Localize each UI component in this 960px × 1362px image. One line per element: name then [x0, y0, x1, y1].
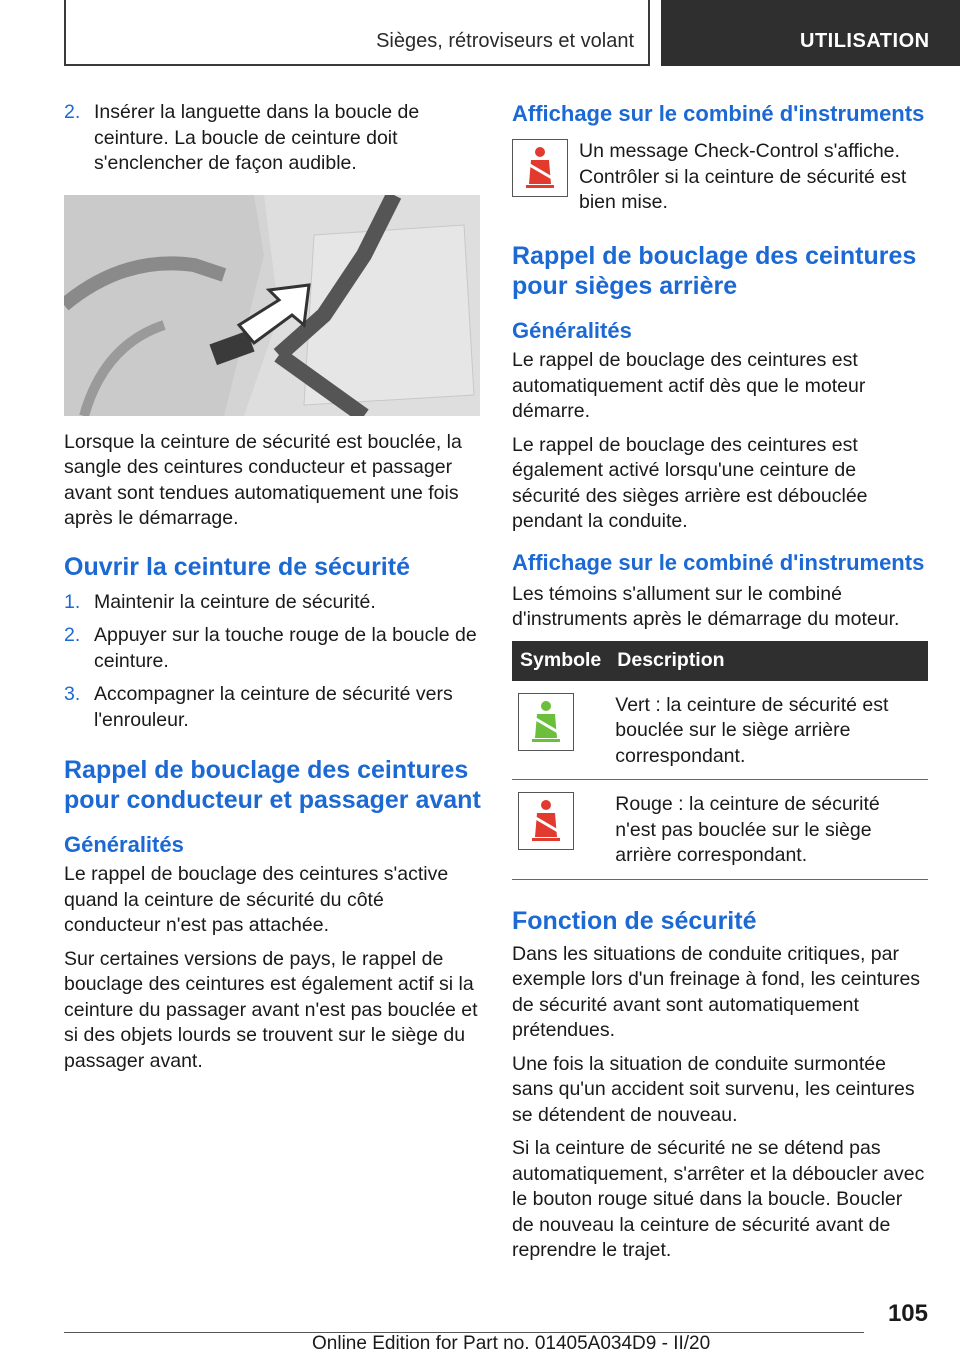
para-general-1: Le rappel de bouclage des ceintures s'active quand la ceinture de sécurité du côté conducteur n'est pas attachée.	[64, 863, 449, 936]
step-text: Insérer la languette dans la boucle de ceinture. La boucle de ceinture doit s'enclencher de façon audible.	[94, 101, 420, 174]
check-control-text: Un message Check-Control s'affiche. Contrôler si la ceinture de sécurité est bien mise.	[579, 140, 907, 213]
seatbelt-buckle-photo	[64, 195, 480, 416]
para-rear-2: Le rappel de bouclage des ceintures est également activé lorsqu'une ceinture de sécurité des sièges arrière est débouclée pendant la conduite.	[512, 433, 868, 532]
right-column	[512, 100, 928, 1272]
table-header-row	[512, 641, 928, 681]
heading-safety-function: Fonction de sécurité	[512, 906, 757, 935]
row-description: Rouge : la ceinture de sécurité n'est pas bouclée sur le siège arrière correspondant.	[609, 780, 928, 880]
seatbelt-green-icon	[518, 693, 574, 751]
header-chapter-box	[661, 0, 960, 66]
open-step-2	[64, 623, 482, 674]
heading-general-rear: Généralités	[512, 318, 632, 343]
para-belt-tension: Lorsque la ceinture de sécurité est bouclée, la sangle des ceintures conducteur et passager avant sont tendues automatiquement une fois après le démarrage.	[64, 430, 462, 529]
row-description: Vert : la ceinture de sécurité est bouclée sur le siège arrière correspondant.	[609, 681, 928, 780]
col-description-header: Description	[609, 641, 928, 681]
heading-reminder-front: Rappel de bouclage des ceintures pour conducteur et passager avant	[64, 756, 481, 814]
left-column	[64, 100, 482, 1082]
para-safety-3: Si la ceinture de sécurité ne se détend pas automatiquement, s'arrêter et la déboucler avec le bouton rouge situé dans la boucle. Boucler de nouveau la ceinture de sécurité avant de reprendre le trajet.	[512, 1137, 925, 1261]
para-general-2: Sur certaines versions de pays, le rappel de bouclage des ceintures est également actif si la ceinture du passager avant n'est pas bouclée et si des objets lourds se trouvent sur le siège du passager avant.	[64, 947, 478, 1072]
header-section-title: Sièges, rétroviseurs et volant	[376, 30, 634, 52]
heading-reminder-rear: Rappel de bouclage des ceintures pour sièges arrière	[512, 242, 917, 300]
page-number: 105	[887, 1300, 928, 1327]
step-number: 2.	[64, 101, 81, 123]
para-lights: Les témoins s'allument sur le combiné d'instruments après le démarrage du moteur.	[512, 582, 900, 630]
step-text: Accompagner la ceinture de sécurité vers l'enrouleur.	[94, 683, 453, 731]
open-step-3	[64, 682, 482, 733]
heading-general-front: Généralités	[64, 832, 184, 857]
seatbelt-red-icon	[518, 792, 574, 850]
table-row	[512, 681, 928, 780]
check-control-row	[512, 139, 928, 227]
heading-display-2: Affichage sur le combiné d'instruments	[512, 549, 925, 575]
footer-edition: Online Edition for Part no. 01405A034D9 - II/20	[312, 1333, 711, 1354]
open-step-1	[64, 590, 482, 616]
step-number: 1.	[64, 590, 81, 613]
para-rear-1: Le rappel de bouclage des ceintures est automatiquement actif dès que le moteur démarre.	[512, 349, 866, 422]
col-symbol-header: Symbole	[512, 641, 609, 681]
step-insert-tongue	[64, 100, 482, 177]
step-number: 2.	[64, 624, 81, 646]
para-safety-2: Une fois la situation de conduite surmontée sans qu'un accident soit survenu, les ceintures se détendent de nouveau.	[512, 1052, 915, 1126]
para-safety-1: Dans les situations de conduite critiques, par exemple lors d'un freinage à fond, les ceintures de sécurité avant sont automatiquement prétendues.	[512, 942, 921, 1041]
table-row	[512, 780, 928, 880]
step-text: Maintenir la ceinture de sécurité.	[94, 590, 376, 613]
seatbelt-warning-icon	[512, 139, 568, 197]
step-number: 3.	[64, 683, 81, 705]
heading-open-belt: Ouvrir la ceinture de sécurité	[64, 552, 410, 581]
step-text: Appuyer sur la touche rouge de la boucle de ceinture.	[94, 624, 477, 672]
header-chapter-title: UTILISATION	[800, 30, 930, 52]
heading-display-1: Affichage sur le combiné d'instruments	[512, 101, 925, 126]
symbol-table	[512, 641, 928, 880]
header-section-box	[64, 0, 650, 66]
